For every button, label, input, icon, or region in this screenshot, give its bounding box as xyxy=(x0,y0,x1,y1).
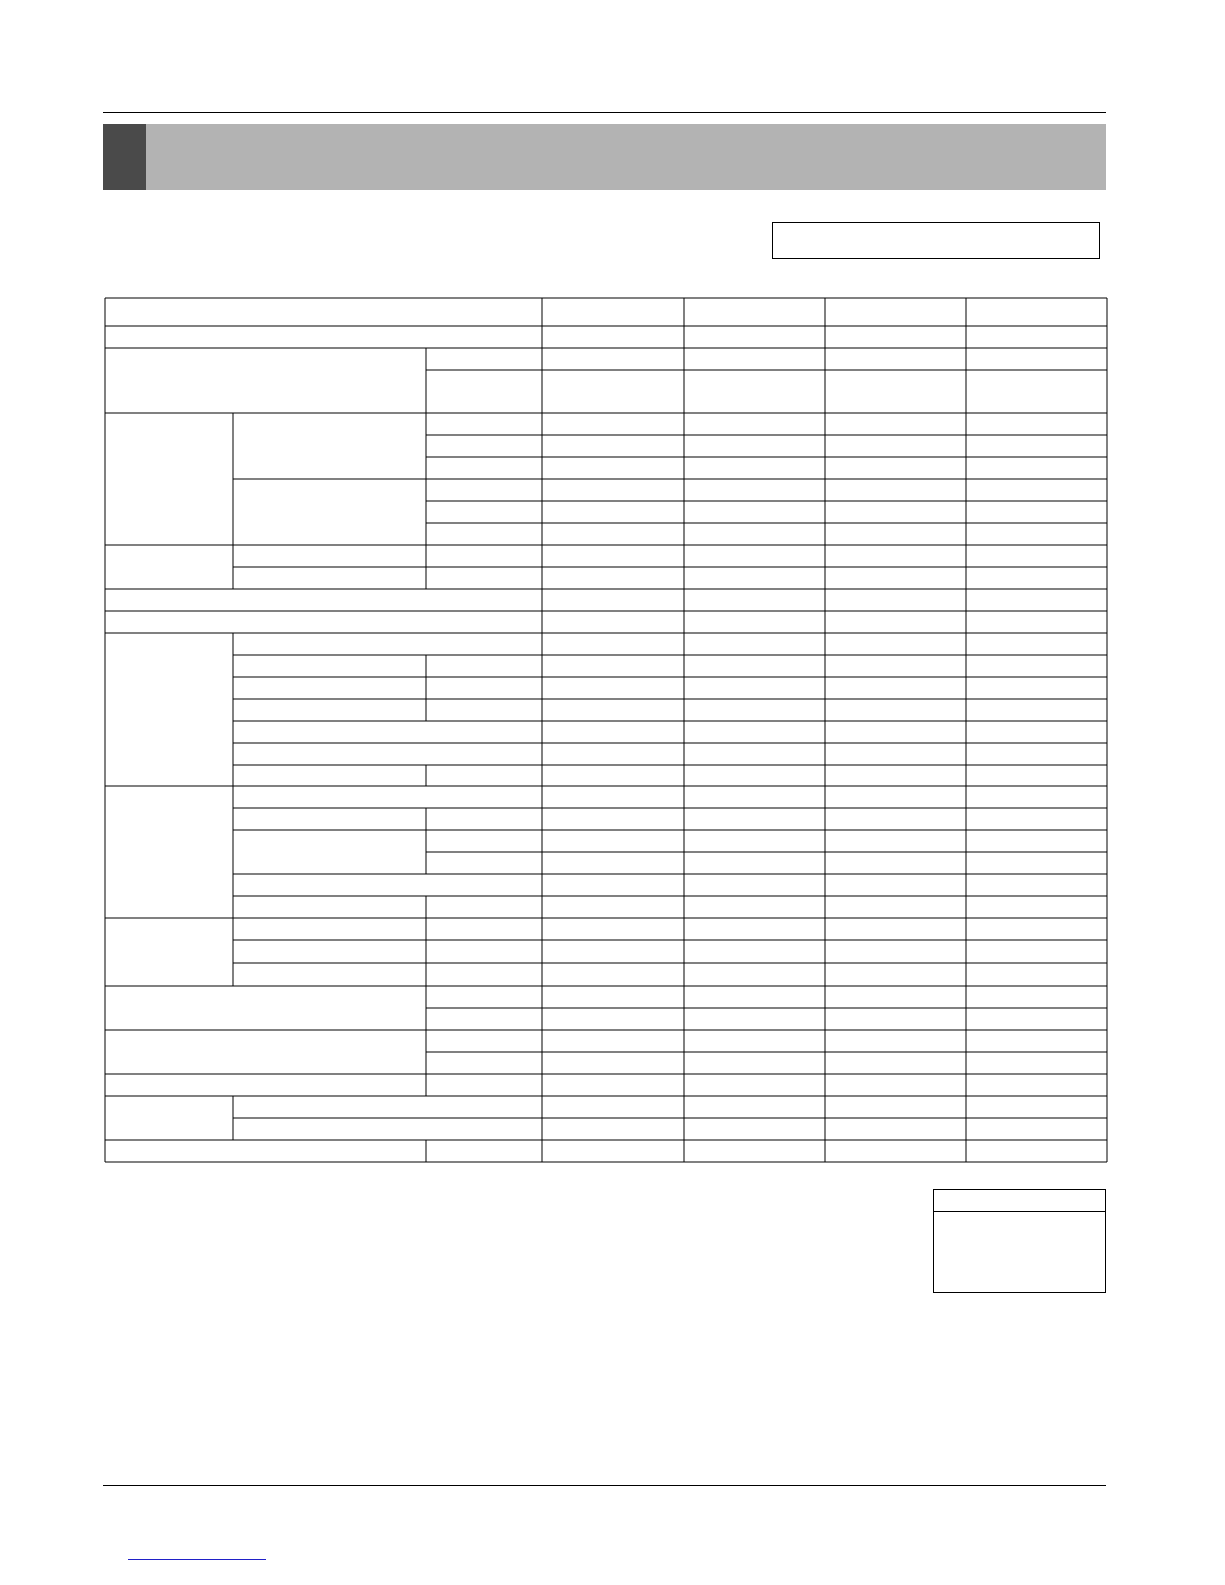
section-title-bar xyxy=(103,124,1106,190)
bottom-rule xyxy=(103,1485,1106,1486)
note-box xyxy=(933,1189,1106,1293)
title-block-marker xyxy=(103,124,146,190)
top-rule xyxy=(103,112,1106,113)
note-box-heading xyxy=(934,1190,1105,1212)
model-box xyxy=(772,222,1100,259)
footer-link-underline[interactable] xyxy=(128,1559,266,1560)
